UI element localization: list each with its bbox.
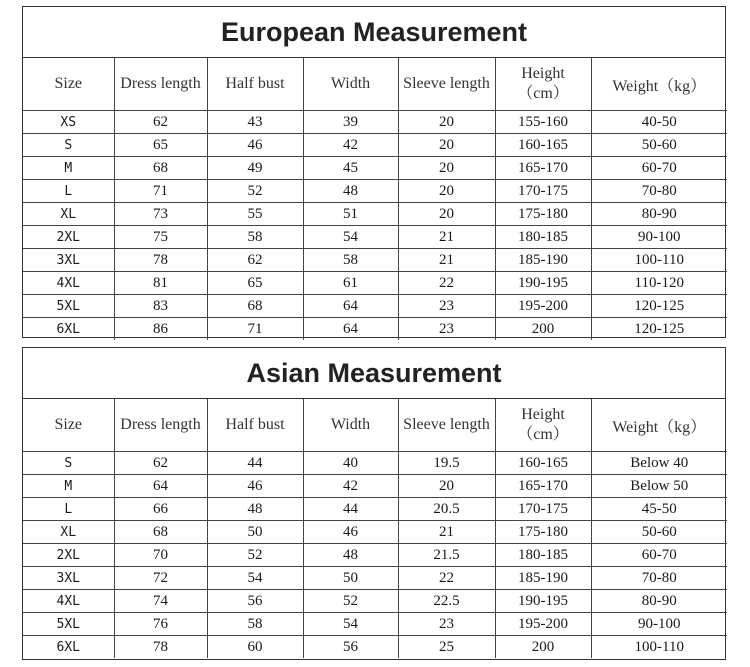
cell-height: 170-175 [495, 498, 591, 521]
european-size-chart [22, 6, 726, 338]
table-row [23, 180, 727, 203]
asian-size-chart [22, 347, 726, 660]
cell-sleeve-length: 22 [398, 567, 495, 590]
cell-height: 190-195 [495, 272, 591, 295]
cell-sleeve-length: 21 [398, 226, 495, 249]
chart-title: Asian Measurement [23, 348, 725, 399]
cell-weight: 45-50 [591, 498, 727, 521]
cell-width: 48 [303, 180, 398, 203]
cell-sleeve-length: 20 [398, 111, 495, 134]
cell-dress-length: 81 [114, 272, 207, 295]
cell-weight: 70-80 [591, 567, 727, 590]
cell-sleeve-length: 23 [398, 318, 495, 341]
header-size: Size [23, 58, 114, 111]
cell-size: 6XL [23, 318, 114, 341]
cell-weight: 80-90 [591, 590, 727, 613]
cell-dress-length: 75 [114, 226, 207, 249]
cell-weight: 120-125 [591, 295, 727, 318]
cell-size: XL [23, 521, 114, 544]
table-row [23, 318, 727, 341]
cell-size: S [23, 134, 114, 157]
cell-width: 46 [303, 521, 398, 544]
table-row [23, 134, 727, 157]
cell-half-bust: 44 [207, 452, 303, 475]
cell-dress-length: 76 [114, 613, 207, 636]
cell-width: 42 [303, 134, 398, 157]
cell-sleeve-length: 20 [398, 157, 495, 180]
cell-dress-length: 78 [114, 249, 207, 272]
cell-half-bust: 62 [207, 249, 303, 272]
cell-weight: 40-50 [591, 111, 727, 134]
cell-dress-length: 62 [114, 452, 207, 475]
header-dress-length: Dress length [114, 399, 207, 452]
table-row [23, 613, 727, 636]
cell-weight: 70-80 [591, 180, 727, 203]
cell-sleeve-length: 23 [398, 613, 495, 636]
cell-dress-length: 78 [114, 636, 207, 659]
cell-height: 175-180 [495, 203, 591, 226]
header-weight: Weight（kg） [591, 399, 727, 452]
cell-width: 54 [303, 613, 398, 636]
header-row [23, 399, 727, 452]
table-row [23, 498, 727, 521]
cell-half-bust: 49 [207, 157, 303, 180]
table-row [23, 249, 727, 272]
header-width: Width [303, 58, 398, 111]
cell-dress-length: 70 [114, 544, 207, 567]
table-row [23, 272, 727, 295]
cell-size: L [23, 180, 114, 203]
cell-width: 58 [303, 249, 398, 272]
cell-sleeve-length: 20 [398, 203, 495, 226]
header-height [495, 399, 591, 452]
cell-size: L [23, 498, 114, 521]
cell-height: 185-190 [495, 249, 591, 272]
cell-height: 175-180 [495, 521, 591, 544]
cell-weight: 90-100 [591, 613, 727, 636]
header-sleeve-length: Sleeve length [398, 399, 495, 452]
cell-size: 5XL [23, 613, 114, 636]
cell-width: 56 [303, 636, 398, 659]
table-row [23, 295, 727, 318]
header-row [23, 58, 727, 111]
table-row [23, 567, 727, 590]
cell-dress-length: 83 [114, 295, 207, 318]
header-dress-length: Dress length [114, 58, 207, 111]
size-table [23, 58, 727, 340]
cell-weight: 50-60 [591, 521, 727, 544]
cell-dress-length: 62 [114, 111, 207, 134]
cell-width: 64 [303, 318, 398, 341]
header-height-unit: （cm） [517, 85, 569, 102]
header-sleeve-length: Sleeve length [398, 58, 495, 111]
cell-width: 54 [303, 226, 398, 249]
cell-dress-length: 68 [114, 521, 207, 544]
cell-size: XL [23, 203, 114, 226]
cell-height: 165-170 [495, 157, 591, 180]
cell-width: 44 [303, 498, 398, 521]
cell-half-bust: 58 [207, 226, 303, 249]
cell-height: 195-200 [495, 295, 591, 318]
cell-sleeve-length: 20.5 [398, 498, 495, 521]
cell-half-bust: 50 [207, 521, 303, 544]
cell-half-bust: 56 [207, 590, 303, 613]
cell-weight: 100-110 [591, 249, 727, 272]
header-height-label: Height [521, 406, 565, 423]
cell-width: 64 [303, 295, 398, 318]
cell-width: 51 [303, 203, 398, 226]
table-row [23, 226, 727, 249]
cell-height: 160-165 [495, 134, 591, 157]
cell-height: 200 [495, 318, 591, 341]
cell-dress-length: 65 [114, 134, 207, 157]
cell-half-bust: 55 [207, 203, 303, 226]
cell-weight: 110-120 [591, 272, 727, 295]
cell-half-bust: 52 [207, 544, 303, 567]
cell-dress-length: 68 [114, 157, 207, 180]
cell-sleeve-length: 22 [398, 272, 495, 295]
cell-sleeve-length: 19.5 [398, 452, 495, 475]
header-size: Size [23, 399, 114, 452]
cell-height: 170-175 [495, 180, 591, 203]
table-row [23, 475, 727, 498]
header-height-unit: （cm） [517, 426, 569, 443]
cell-size: 4XL [23, 590, 114, 613]
table-row [23, 636, 727, 659]
cell-half-bust: 71 [207, 318, 303, 341]
cell-width: 50 [303, 567, 398, 590]
cell-size: 6XL [23, 636, 114, 659]
header-height-label: Height [521, 65, 565, 82]
cell-height: 155-160 [495, 111, 591, 134]
cell-size: 4XL [23, 272, 114, 295]
table-row [23, 203, 727, 226]
cell-weight: 90-100 [591, 226, 727, 249]
cell-size: 2XL [23, 544, 114, 567]
cell-sleeve-length: 20 [398, 475, 495, 498]
cell-dress-length: 64 [114, 475, 207, 498]
cell-size: M [23, 157, 114, 180]
cell-sleeve-length: 20 [398, 134, 495, 157]
cell-width: 42 [303, 475, 398, 498]
cell-size: 3XL [23, 249, 114, 272]
cell-size: 5XL [23, 295, 114, 318]
cell-size: XS [23, 111, 114, 134]
chart-title: European Measurement [23, 7, 725, 58]
cell-width: 48 [303, 544, 398, 567]
cell-half-bust: 46 [207, 134, 303, 157]
cell-size: S [23, 452, 114, 475]
cell-half-bust: 58 [207, 613, 303, 636]
cell-height: 190-195 [495, 590, 591, 613]
cell-weight: 50-60 [591, 134, 727, 157]
cell-sleeve-length: 25 [398, 636, 495, 659]
cell-sleeve-length: 21 [398, 249, 495, 272]
cell-size: M [23, 475, 114, 498]
cell-half-bust: 46 [207, 475, 303, 498]
cell-weight: 80-90 [591, 203, 727, 226]
cell-weight: 60-70 [591, 544, 727, 567]
cell-height: 195-200 [495, 613, 591, 636]
table-row [23, 590, 727, 613]
cell-dress-length: 73 [114, 203, 207, 226]
cell-width: 61 [303, 272, 398, 295]
cell-sleeve-length: 23 [398, 295, 495, 318]
cell-dress-length: 66 [114, 498, 207, 521]
cell-half-bust: 48 [207, 498, 303, 521]
table-row [23, 521, 727, 544]
cell-height: 180-185 [495, 226, 591, 249]
cell-sleeve-length: 21.5 [398, 544, 495, 567]
header-half-bust: Half bust [207, 58, 303, 111]
cell-width: 52 [303, 590, 398, 613]
cell-sleeve-length: 22.5 [398, 590, 495, 613]
cell-weight: Below 40 [591, 452, 727, 475]
cell-weight: 60-70 [591, 157, 727, 180]
cell-weight: 120-125 [591, 318, 727, 341]
header-weight: Weight（kg） [591, 58, 727, 111]
table-row [23, 157, 727, 180]
cell-height: 160-165 [495, 452, 591, 475]
cell-half-bust: 68 [207, 295, 303, 318]
table-row [23, 544, 727, 567]
cell-weight: Below 50 [591, 475, 727, 498]
cell-width: 40 [303, 452, 398, 475]
header-half-bust: Half bust [207, 399, 303, 452]
cell-dress-length: 71 [114, 180, 207, 203]
cell-width: 45 [303, 157, 398, 180]
cell-width: 39 [303, 111, 398, 134]
header-width: Width [303, 399, 398, 452]
size-table [23, 399, 727, 658]
header-height [495, 58, 591, 111]
cell-sleeve-length: 21 [398, 521, 495, 544]
cell-size: 3XL [23, 567, 114, 590]
cell-size: 2XL [23, 226, 114, 249]
cell-half-bust: 65 [207, 272, 303, 295]
cell-dress-length: 86 [114, 318, 207, 341]
cell-height: 180-185 [495, 544, 591, 567]
cell-height: 200 [495, 636, 591, 659]
cell-dress-length: 74 [114, 590, 207, 613]
table-row [23, 111, 727, 134]
cell-half-bust: 54 [207, 567, 303, 590]
cell-weight: 100-110 [591, 636, 727, 659]
cell-dress-length: 72 [114, 567, 207, 590]
cell-half-bust: 60 [207, 636, 303, 659]
cell-half-bust: 43 [207, 111, 303, 134]
cell-sleeve-length: 20 [398, 180, 495, 203]
table-row [23, 452, 727, 475]
cell-height: 185-190 [495, 567, 591, 590]
cell-height: 165-170 [495, 475, 591, 498]
cell-half-bust: 52 [207, 180, 303, 203]
